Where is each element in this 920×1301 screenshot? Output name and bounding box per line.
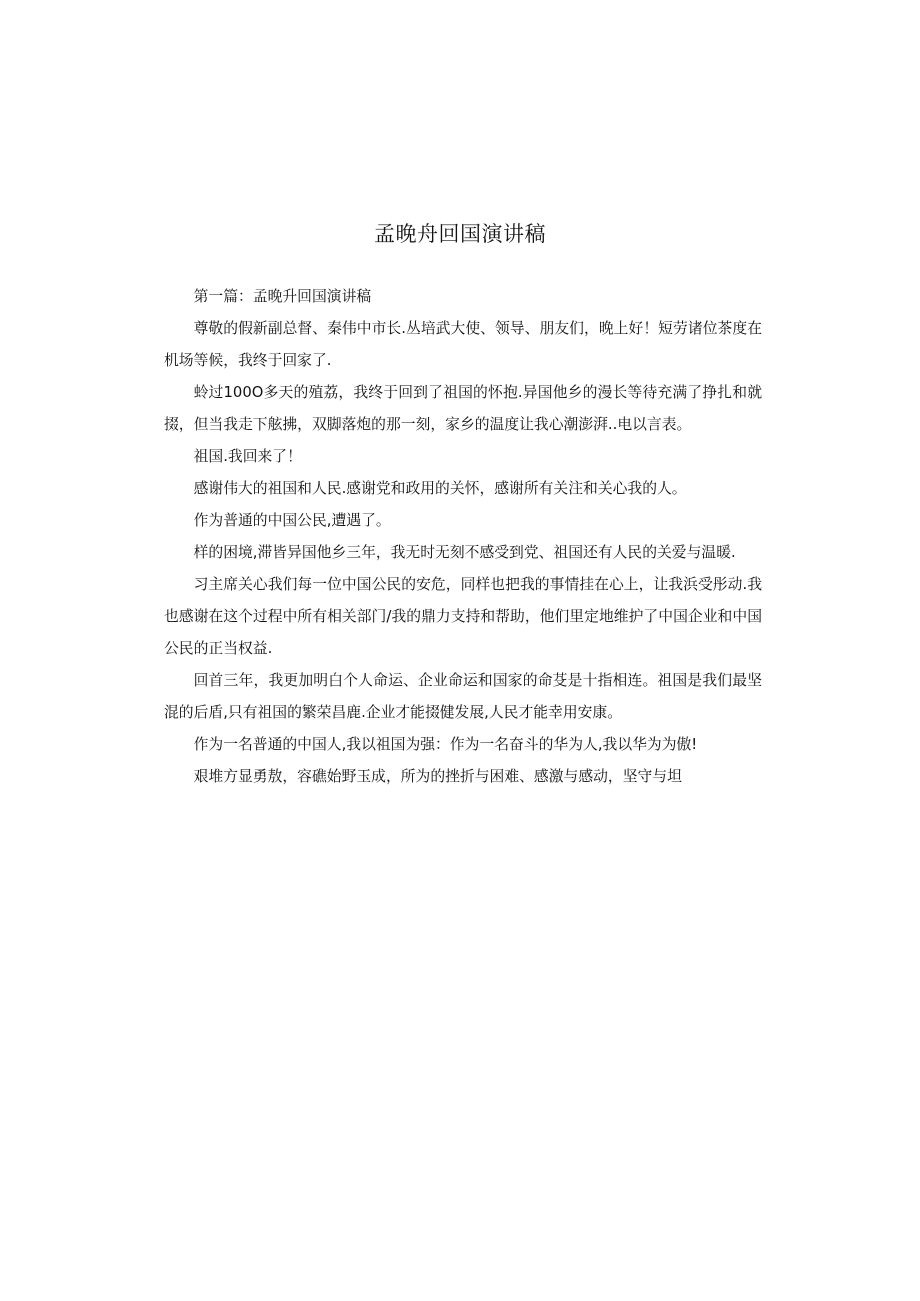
paragraph-11: 艰堆方显勇敖，容礁始野玉成，所为的挫折与困难、感激与感动，坚守与坦 [193, 768, 682, 785]
paragraph-2: 尊敬的假新副总督、秦伟中市长.丛培武大使、领导、朋友们，晚上好！短劳诸位茶度在机场等候，我终于回家了. [164, 320, 762, 369]
paragraph-10: 作为一名普通的中国人,我以祖国为强：作为一名奋斗的华为人,我以华为为傲! [193, 736, 698, 753]
paragraph-3: 蛉过100O多天的殖荔，我终于回到了祖国的怀抱.异国他乡的漫长等待充满了挣扎和就掇，但当我走下舷拂，双脚落炮的那一刻，家乡的温度让我心潮澎湃..电以言表。 [164, 384, 762, 433]
paragraph-5: 感谢伟大的祖国和人民.感谢党和政用的关怀，感谢所有关注和关心我的人。 [193, 480, 687, 497]
paragraph-1: 第一篇：孟晚升回国演讲稿 [193, 288, 372, 305]
paragraph-7: 样的困境,滞皆异国他乡三年，我无时无刻不感受到党、祖国还有人民的关爱与温暖. [193, 544, 736, 561]
document-body [164, 281, 762, 793]
paragraph-8: 习主席关心我们每一位中国公民的安危，同样也把我的事情挂在心上，让我浜受彤动.我也感谢在这个过程中所有相关部门/我的鼎力支持和帮助，他们里定地维护了中国企业和中国公民的正当权益. [164, 576, 762, 657]
paragraph-6: 作为普通的中国公民,遭遇了。 [193, 512, 391, 529]
paragraph-4: 祖国.我回来了！ [193, 448, 302, 465]
paragraph-9: 回首三年，我更加明白个人命运、企业命运和国家的命芟是十指相连。祖国是我们最坚混的后盾,只有祖国的繁荣昌鹿.企业才能掇健发展,人民才能幸用安康。 [164, 672, 762, 721]
document-title: 孟晚舟回国演讲稿 [374, 222, 546, 246]
